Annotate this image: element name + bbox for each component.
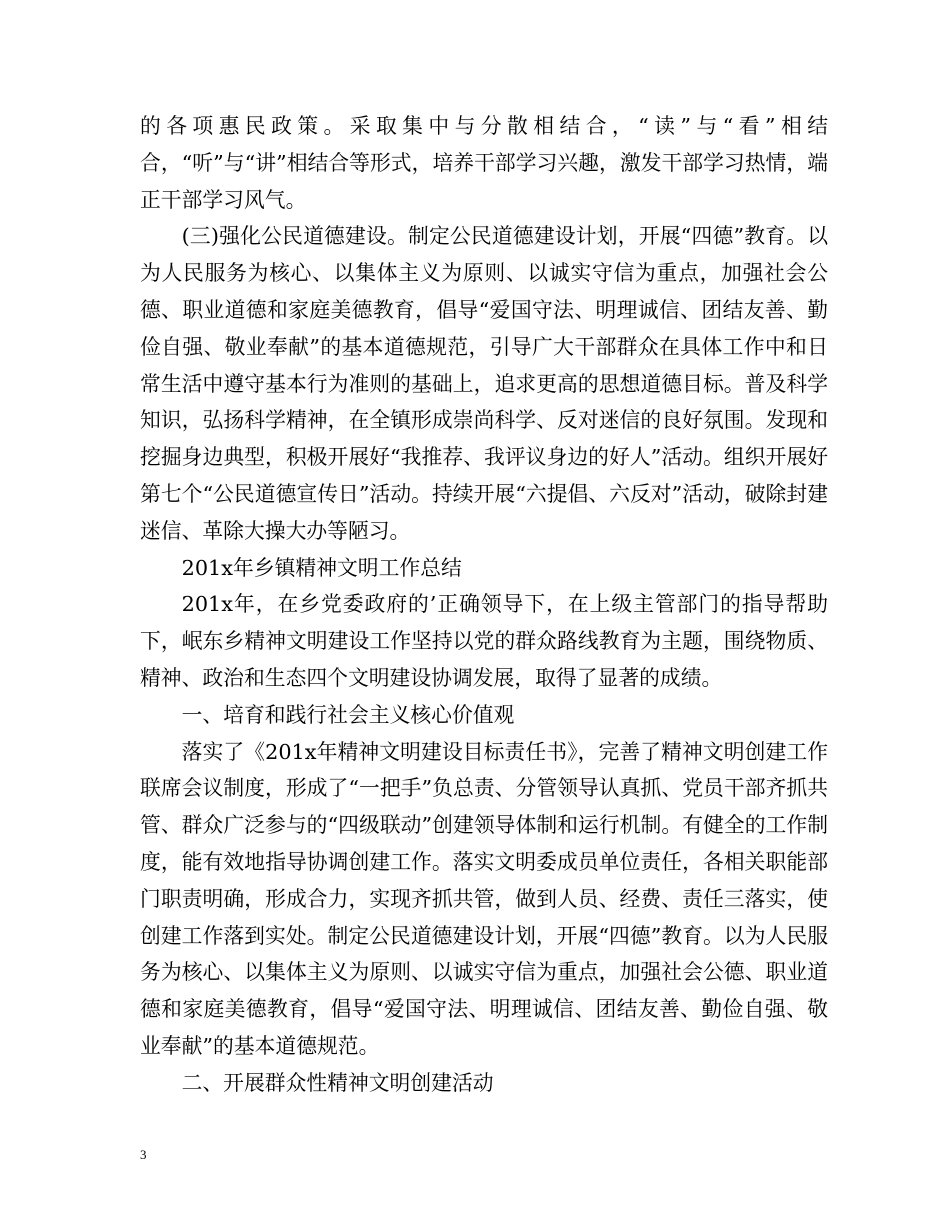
- paragraph-summary-title: 201x年乡镇精神文明工作总结: [181, 555, 462, 580]
- section-heading-one: 一、培育和践行社会主义核心价值观: [181, 702, 515, 727]
- paragraph-section-one-body: 落实了《201x年精神文明建设目标责任书》，完善了精神文明创建工作联席会议制度，形成了“一把手”负总责、分管领导认真抓、党员干部齐抓共管、群众广泛参与的“四级联动”创建领导体制和运行机制。有健全的工作制度，能有效地指导协调创建工作。落实文明委成员单位责任，各相关职能部门职责明确，形成合力，实现齐抓共管，做到人员、经费、责任三落实，使创建工作落到实处。制定公民道德建设计划，开展“四德”教育。以为人民服务为核心、以集体主义为原则、以诚实守信为重点，加强社会公德、职业道德和家庭美德教育，倡导“爱国守法、明理诚信、团结友善、勤俭自强、敬业奉献”的基本道德规范。: [140, 739, 828, 1058]
- document-body: [140, 108, 828, 1102]
- section-heading-two: 二、开展群众性精神文明创建活动: [181, 1070, 494, 1095]
- paragraph-moral-construction: (三)强化公民道德建设。制定公民道德建设计划，开展“四德”教育。以为人民服务为核心、以集体主义为原则、以诚实守信为重点，加强社会公德、职业道德和家庭美德教育，倡导“爱国守法、明理诚信、团结友善、勤俭自强、敬业奉献”的基本道德规范，引导广大干部群众在具体工作中和日常生活中遵守基本行为准则的基础上，追求更高的思想道德目标。普及科学知识，弘扬科学精神，在全镇形成崇尚科学、反对迷信的良好氛围。发现和挖掘身边典型，积极开展好“我推荐、我评议身边的好人”活动。组织开展好第七个“公民道德宣传日”活动。持续开展“六提倡、六反对”活动，破除封建迷信、革除大操大办等陋习。: [140, 224, 828, 543]
- paragraph-continuation: 的各项惠民政策。采取集中与分散相结合，“读”与“看”相结合，“听”与“讲”相结合等形式，培养干部学习兴趣，激发干部学习热情，端正干部学习风气。: [140, 114, 828, 212]
- page-number: 3: [140, 1147, 147, 1162]
- paragraph-intro: 201x年，在乡党委政府的’正确领导下，在上级主管部门的指导帮助下，岷东乡精神文明建设工作坚持以党的群众路线教育为主题，围绕物质、精神、政治和生态四个文明建设协调发展，取得了显著的成绩。: [140, 592, 828, 690]
